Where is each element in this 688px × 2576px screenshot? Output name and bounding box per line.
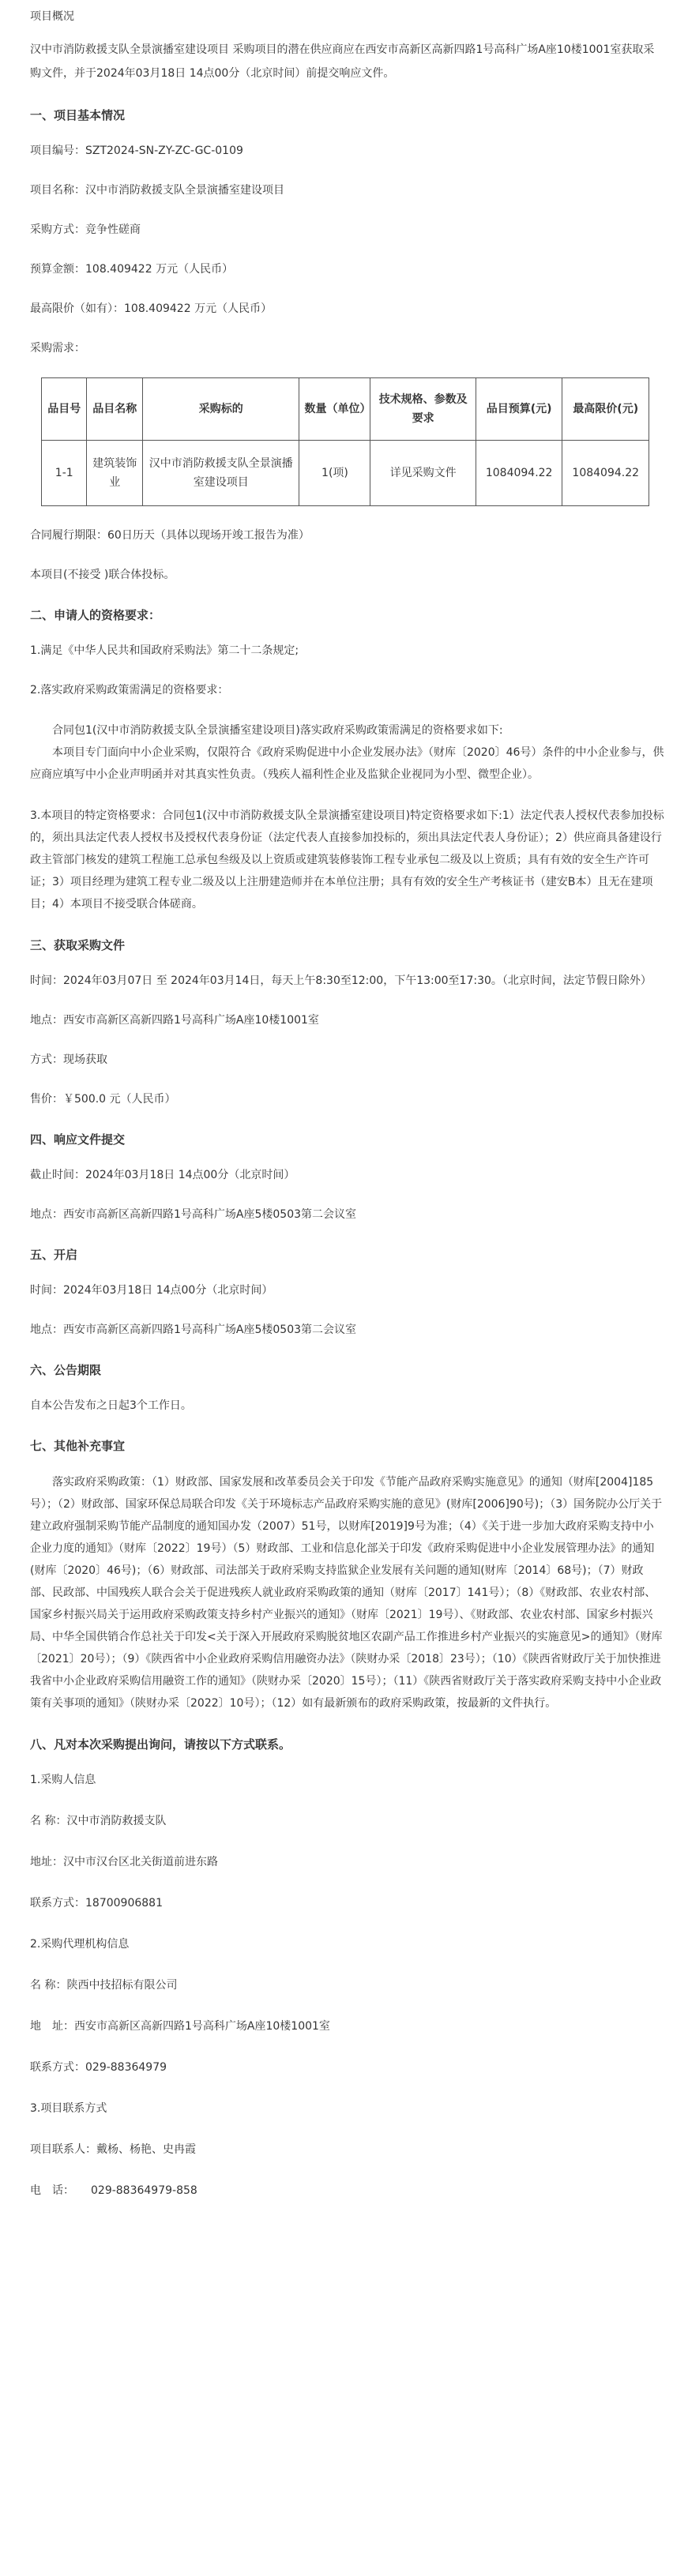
acquire-time: 时间：2024年03月07日 至 2024年03月14日，每天上午8:30至12:00，下午13:00至17:30。（北京时间，法定节假日除外） xyxy=(30,974,652,988)
cell-max-price: 1084094.22 xyxy=(562,441,649,506)
max-price: 最高限价（如有）：108.409422 万元（人民币） xyxy=(30,302,273,316)
cell-spec: 详见采购文件 xyxy=(370,441,476,506)
purchaser-address: 地址：汉中市汉台区北关街道前进东路 xyxy=(30,1856,218,1869)
header-budget: 品目预算(元) xyxy=(476,378,562,441)
header-subject: 采购标的 xyxy=(142,378,299,441)
agency-contact: 联系方式：029-88364979 xyxy=(30,2061,167,2075)
header-spec: 技术规格、参数及要求 xyxy=(370,378,476,441)
cell-item-no: 1-1 xyxy=(42,441,87,506)
qualification-detail: 本项目专门面向中小企业采购，仅限符合《政府采购促进中小企业发展办法》（财库〔2020〕46号）条件的中小企业参与，供应商应填写中小企业声明函并对其真实性负责。（残疾人福利性企业及监狱企业视同为小型、微型企业）。 xyxy=(30,746,664,782)
purchaser-name: 名 称：汉中市消防救援支队 xyxy=(30,1815,167,1828)
table-header-row xyxy=(42,378,649,441)
opening-time: 时间：2024年03月18日 14点00分（北京时间） xyxy=(30,1284,273,1297)
project-number: 项目编号：SZT2024-SN-ZY-ZC-GC-0109 xyxy=(30,145,243,158)
opening-place: 地点：西安市高新区高新四路1号高科广场A座5楼0503第二会议室 xyxy=(30,1324,357,1337)
document-price: 售价：￥500.0 元（人民币） xyxy=(30,1093,176,1106)
policy-text: 落实政府采购政策：（1）财政部、国家发展和改革委员会关于印发《节能产品政府采购实施意见》的通知（财库[2004]185号）；（2）财政部、国家环保总局联合印发《关于环境标志产品政府采购实施的意见》(财库[2006]90号)；（3）国务院办公厅关于建立政府强制采购节能产品制度的通知国办发（2007）51号，以财库[2019]9号为准；（4）《关于进一步加大政府采购支持中小企业力度的通知》（财库〔2022〕19号）（5）财政部、工业和信息化部关于印发《政府采购促进中小企业发展管理办法》的通知(财库〔2020〕46号)；（6）财政部、司法部关于政府采购支持监狱企业发展有关问题的通知(财库〔2014〕68号)；（7）财政部、民政部、中国残疾人联合会关于促进残疾人就业政府采购政策的通知（财库〔2017〕141号）；（8）《财政部、农业农村部、国家乡村振兴局关于运用政府采购政策支持乡村产业振兴的通知》（财库〔2021〕19号）、《财政部、农业农村部、国家乡村振兴局、中华全国供销合作总社关于印发<关于深入开展政府采购脱贫地区农副产品工作推进乡村产业振兴的实施意见>的通知》（财库〔2021〕20号）；（9）《陕西省中小企业政府采购信用融资办法》（陕财办采〔2018〕23号）；（10）《陕西省财政厅关于加快推进我省中小企业政府采购信用融资工作的通知》（陕财办采〔2020〕15号）；（11）《陕西省财政厅关于落实政府采购支持中小企业政策有关事项的通知》（陕财办采〔2022〕10号）；（12）如有最新颁布的政府采购政策，按最新的文件执行。 xyxy=(30,1476,663,1710)
project-name: 项目名称：汉中市消防救援支队全景演播室建设项目 xyxy=(30,184,284,197)
acquire-way: 方式：现场获取 xyxy=(30,1053,107,1067)
purchaser-contact: 联系方式：18700906881 xyxy=(30,1897,163,1910)
section2-heading: 二、申请人的资格要求： xyxy=(30,608,161,623)
overview-title: 项目概况 xyxy=(30,10,74,23)
contract-period: 合同履行期限：60日历天（具体以现场开竣工报告为准） xyxy=(30,529,310,543)
qualification-package: 合同包1(汉中市消防救援支队全景演播室建设项目)落实政府采购政策需满足的资格要求如下: xyxy=(52,724,503,738)
section4-heading: 四、响应文件提交 xyxy=(30,1132,126,1147)
demand-table xyxy=(41,377,649,506)
header-max-price: 最高限价(元) xyxy=(562,378,649,441)
notice-period: 自本公告发布之日起3个工作日。 xyxy=(30,1399,192,1413)
procurement-method: 采购方式：竞争性磋商 xyxy=(30,223,141,237)
cell-quantity: 1(项) xyxy=(299,441,370,506)
cell-subject: 汉中市消防救援支队全景演播室建设项目 xyxy=(142,441,299,506)
purchaser-title: 1.采购人信息 xyxy=(30,1774,96,1787)
agency-title: 2.采购代理机构信息 xyxy=(30,1938,130,1951)
cell-budget: 1084094.22 xyxy=(476,441,562,506)
header-item-no: 品目号 xyxy=(42,378,87,441)
section7-heading: 七、其他补充事宜 xyxy=(30,1439,126,1454)
consortium-note: 本项目(不接受 )联合体投标。 xyxy=(30,569,175,582)
section5-heading: 五、开启 xyxy=(30,1248,78,1263)
qualification-item2: 2.落实政府采购政策需满足的资格要求： xyxy=(30,684,229,697)
project-contact-phone: 电 话： 029-88364979-858 xyxy=(30,2184,197,2198)
overview-text: 汉中市消防救援支队全景演播室建设项目 采购项目的潜在供应商应在西安市高新区高新四路1号高科广场A座10楼1001室获取采购文件，并于2024年03月18日 14点00分（北京时间）前提交响应文件。 xyxy=(30,43,655,81)
demand-label: 采购需求： xyxy=(30,342,85,355)
section1-heading: 一、项目基本情况 xyxy=(30,108,126,123)
section8-heading: 八、凡对本次采购提出询问，请按以下方式联系。 xyxy=(30,1737,291,1752)
header-item-name: 品目名称 xyxy=(87,378,143,441)
agency-address: 地 址：西安市高新区高新四路1号高科广场A座10楼1001室 xyxy=(30,2020,330,2033)
agency-name: 名 称：陕西中技招标有限公司 xyxy=(30,1979,178,1992)
table-row xyxy=(42,441,649,506)
budget-amount: 预算金额：108.409422 万元（人民币） xyxy=(30,263,234,276)
section3-heading: 三、获取采购文件 xyxy=(30,938,126,953)
acquire-place: 地点：西安市高新区高新四路1号高科广场A座10楼1001室 xyxy=(30,1014,319,1027)
submit-deadline: 截止时间：2024年03月18日 14点00分（北京时间） xyxy=(30,1169,295,1182)
section6-heading: 六、公告期限 xyxy=(30,1363,102,1378)
project-contact-people: 项目联系人：戴杨、杨艳、史冉霞 xyxy=(30,2143,196,2157)
qualification-item1: 1.满足《中华人民共和国政府采购法》第二十二条规定; xyxy=(30,644,299,658)
submit-place: 地点：西安市高新区高新四路1号高科广场A座5楼0503第二会议室 xyxy=(30,1208,357,1222)
project-contact-title: 3.项目联系方式 xyxy=(30,2102,107,2116)
qualification-item3: 3.本项目的特定资格要求：合同包1(汉中市消防救援支队全景演播室建设项目)特定资格要求如下:1）法定代表人授权代表参加投标的，须出具法定代表人授权书及授权代表身份证（法定代表人直接参加投标的，须出具法定代表人身份证）；2）供应商具备建设行政主管部门核发的建筑工程施工总承包叁级及以上资质或建筑装修装饰工程专业承包二级及以上资质；具有有效的安全生产许可证；3）项目经理为建筑工程专业二级及以上注册建造师并在本单位注册；具有有效的安全生产考核证书（建安B本）且无在建项目；4）本项目不接受联合体磋商。 xyxy=(30,809,664,911)
header-quantity: 数量（单位） xyxy=(299,378,370,441)
cell-item-name: 建筑装饰业 xyxy=(87,441,143,506)
